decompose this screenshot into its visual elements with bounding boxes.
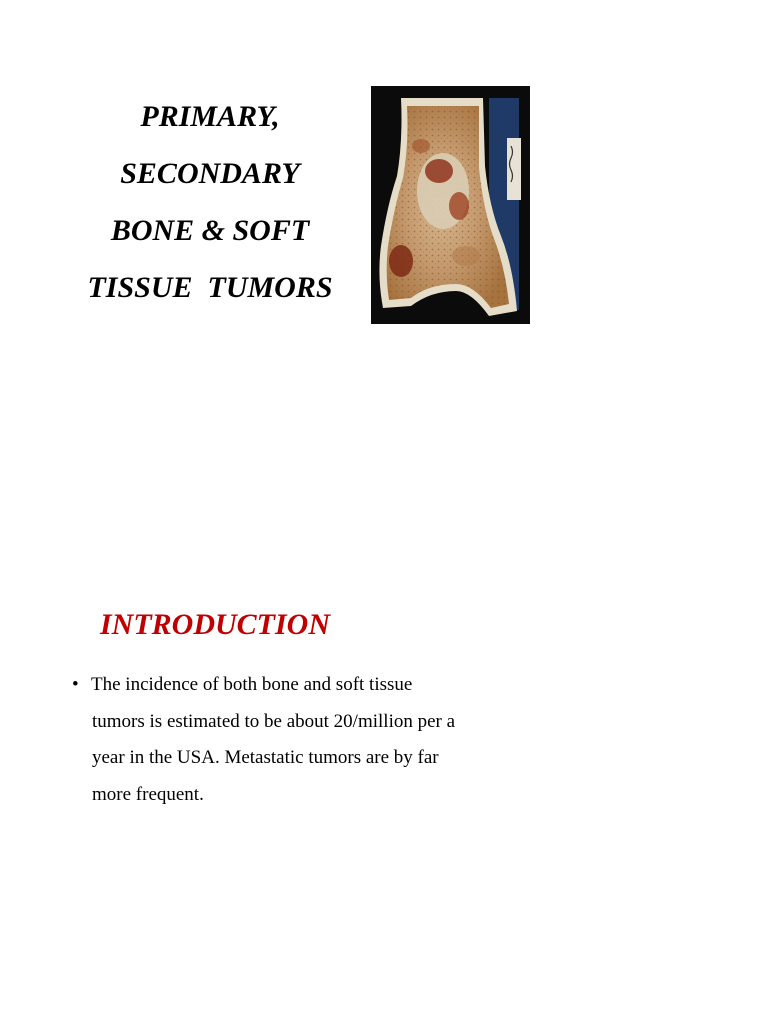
- bone-specimen-illustration: [371, 86, 530, 324]
- title-line: SECONDARY: [120, 157, 300, 190]
- bullet-text: [91, 667, 502, 813]
- bullet-line: The incidence of both bone and soft tissue: [91, 674, 413, 695]
- bullet-marker: •: [72, 674, 79, 695]
- specimen-label: [507, 138, 521, 200]
- bullet-item: [72, 667, 502, 813]
- title-line: BONE & SOFT: [110, 214, 310, 247]
- bullet-line: tumors is estimated to be about 20/million per a: [92, 710, 456, 732]
- bullet-line: year in the USA. Metastatic tumors are by far: [92, 747, 439, 768]
- introduction-heading: INTRODUCTION: [100, 608, 331, 641]
- title-line: TISSUE TUMORS: [87, 271, 333, 304]
- bone-specimen-photo: [371, 86, 530, 324]
- slide-title: [60, 88, 360, 316]
- title-line: PRIMARY,: [140, 100, 280, 133]
- bullet-line: more frequent.: [92, 783, 204, 805]
